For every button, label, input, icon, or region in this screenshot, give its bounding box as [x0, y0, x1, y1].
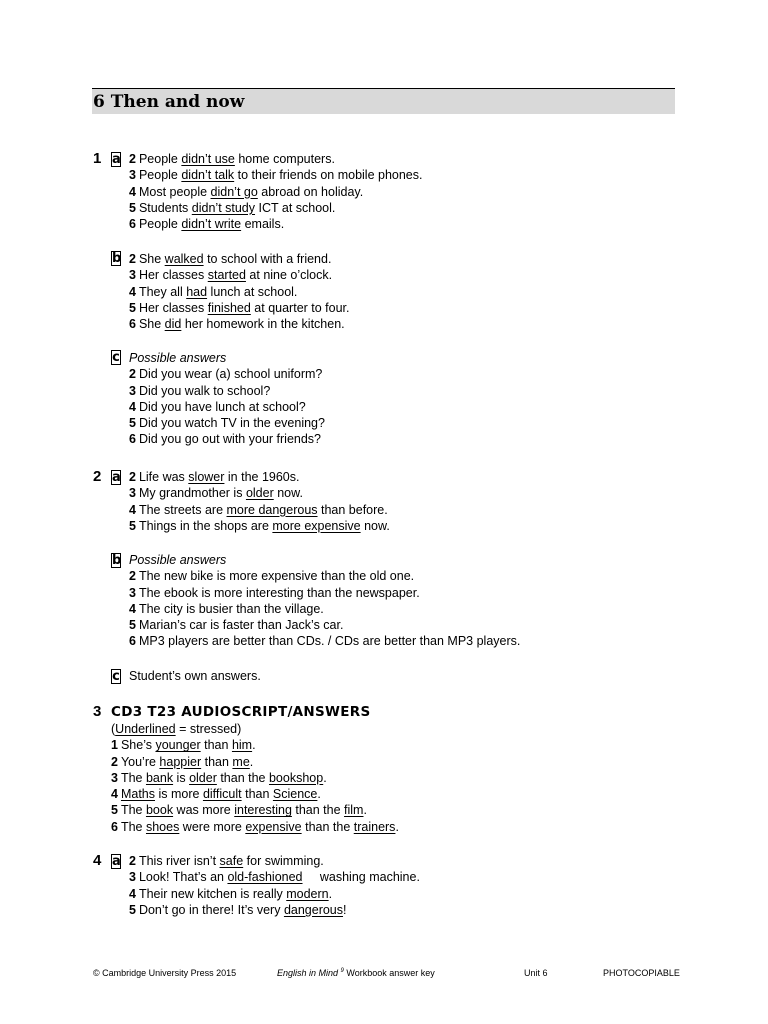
item-number: 5: [111, 803, 118, 818]
item-number: 4: [129, 502, 136, 517]
answer-line: [129, 633, 520, 649]
answer-text: MP3 players are better than CDs. / CDs are better than MP3 players.: [138, 634, 521, 649]
answer-line: [129, 216, 422, 232]
script-text: She’s: [120, 738, 156, 753]
answer-text: in the 1960s.: [224, 470, 300, 484]
exercise-3-list: [111, 737, 399, 835]
answer-text: The streets are: [138, 502, 227, 517]
exercise-1b-label: b: [112, 251, 122, 266]
stressed-word: trainers: [353, 819, 396, 834]
item-number: 6: [129, 217, 136, 232]
underlined-answer: didn’t study: [191, 200, 256, 215]
item-number: 3: [129, 585, 136, 600]
answer-line: [129, 518, 390, 534]
script-text: .: [249, 754, 254, 769]
answer-line: [129, 485, 390, 501]
possible-answers-heading: Possible answers: [129, 553, 227, 567]
answer-line: [129, 316, 350, 332]
exercise-2a-label: a: [112, 470, 121, 485]
answer-text: The city is busier than the village.: [138, 601, 324, 616]
item-number: 4: [129, 886, 136, 901]
stressed-word: book: [145, 803, 174, 818]
answer-line: [129, 267, 350, 283]
answer-text: emails.: [241, 217, 285, 232]
answer-line: [129, 853, 420, 869]
answer-line: [129, 151, 422, 167]
exercise-2-number: 2: [93, 468, 102, 485]
stressed-word: difficult: [202, 787, 242, 802]
answer-text: Her classes: [138, 268, 208, 283]
answer-text: My grandmother is: [138, 486, 246, 501]
exercise-1b-answers: [129, 251, 350, 332]
stressed-word: bookshop: [268, 770, 324, 785]
answer-text: !: [343, 902, 347, 917]
underlined-answer: didn’t talk: [181, 168, 235, 183]
stressed-word: happier: [159, 754, 202, 769]
item-number: 6: [129, 317, 136, 332]
answer-text: at nine o’clock.: [245, 268, 333, 283]
answer-line: [129, 431, 325, 447]
answer-text: Don’t go in there! It’s very: [138, 902, 284, 917]
answer-text: Look! That’s an: [138, 870, 228, 885]
answer-text: to their friends on mobile phones.: [234, 168, 423, 183]
underlined-answer: slower: [188, 470, 225, 484]
exercise-4-number: 4: [93, 852, 102, 869]
answer-text: Students: [138, 200, 192, 215]
answer-text: Life was: [138, 470, 189, 484]
script-text: The: [120, 770, 146, 785]
underlined-answer: safe: [219, 854, 244, 868]
stressed-word: him: [231, 738, 253, 753]
unit-title-bar: [92, 88, 675, 114]
answer-text: She: [138, 317, 165, 332]
script-text: was more: [173, 803, 235, 818]
script-text: The: [120, 819, 146, 834]
answer-line: [129, 366, 325, 382]
answer-text: People: [138, 217, 182, 232]
script-text: than the: [291, 803, 345, 818]
exercise-2c-text: Student’s own answers.: [129, 669, 261, 683]
underlined-answer: older: [245, 486, 274, 501]
answer-line: [129, 568, 520, 584]
answer-text: now.: [273, 486, 303, 501]
exercise-2a-answers: [129, 469, 390, 534]
item-number: 6: [111, 819, 118, 834]
answer-line: [129, 399, 325, 415]
underlined-answer: had: [186, 284, 208, 299]
underlined-answer: walked: [164, 252, 204, 266]
item-number: 6: [129, 432, 136, 447]
answer-text: home computers.: [234, 152, 335, 166]
stressed-word: Science: [272, 787, 318, 802]
item-number: 1: [111, 738, 118, 753]
exercise-3-answers: [111, 721, 399, 835]
item-number: 5: [129, 518, 136, 533]
script-text: than the: [216, 770, 269, 785]
answer-text: Most people: [138, 184, 211, 199]
underlined-answer: old-fashioned: [227, 870, 303, 885]
item-number: 6: [129, 634, 136, 649]
footer-book-title: English in Mind $^9$ Workbook answer key: [277, 968, 435, 978]
item-number: 3: [129, 870, 136, 885]
answer-text: People: [138, 152, 182, 166]
footer-unit: Unit 6: [524, 968, 548, 978]
underlined-answer: more dangerous: [226, 502, 318, 517]
audioscript-line: [111, 802, 399, 818]
item-number: 2: [129, 470, 136, 484]
item-number: 5: [129, 300, 136, 315]
item-number: 4: [129, 399, 136, 414]
item-number: 4: [129, 184, 136, 199]
answer-line: [129, 869, 420, 885]
item-number: 4: [129, 601, 136, 616]
answer-text: People: [138, 168, 182, 183]
answer-line: [129, 383, 325, 399]
answer-text: This river isn’t: [138, 854, 220, 868]
stressed-word: me: [232, 754, 250, 769]
stressed-word: younger: [155, 738, 201, 753]
exercise-4a-answers: [129, 853, 420, 918]
exercise-3-number: 3: [93, 703, 102, 720]
answer-line: [129, 886, 420, 902]
item-number: 5: [129, 618, 136, 633]
script-text: than: [241, 787, 273, 802]
exercise-2b-label: b: [112, 553, 122, 568]
item-number: 4: [129, 284, 136, 299]
stressed-word: expensive: [245, 819, 302, 834]
item-number: 2: [129, 569, 136, 584]
exercise-2b-list: [129, 568, 520, 649]
underlined-answer: dangerous: [283, 902, 344, 917]
answer-line: [129, 415, 325, 431]
answer-line: [129, 469, 390, 485]
audioscript-heading: CD3 T23 AUDIOSCRIPT/ANSWERS: [111, 704, 371, 720]
answer-text: The new bike is more expensive than the old one.: [138, 569, 415, 584]
script-text: .: [252, 738, 256, 753]
footer-copyright: © Cambridge University Press 2015: [93, 968, 237, 978]
item-number: 5: [129, 200, 136, 215]
underlined-answer: finished: [207, 300, 251, 315]
stressed-word: shoes: [145, 819, 180, 834]
stressed-word: interesting: [234, 803, 292, 818]
unit-title: 6 Then and now: [93, 92, 245, 112]
underlined-answer: more expensive: [272, 518, 361, 533]
exercise-1c-label: c: [112, 350, 120, 365]
script-text: than: [200, 738, 232, 753]
answer-line: [129, 502, 390, 518]
answer-text: ICT at school.: [255, 200, 336, 215]
answer-text: than before.: [317, 502, 388, 517]
audioscript-line: [111, 770, 399, 786]
answer-text: Did you watch TV in the evening?: [138, 416, 325, 431]
answer-text: Things in the shops are: [138, 518, 273, 533]
answer-text: Her classes: [138, 300, 208, 315]
exercise-2c-answer: [129, 668, 261, 684]
audioscript-line: [111, 819, 399, 835]
stressed-word: older: [189, 770, 217, 785]
exercise-1c-list: [129, 366, 325, 447]
underlined-answer: modern: [286, 886, 329, 901]
answer-text: She: [138, 252, 165, 266]
underlined-answer: didn’t use: [181, 152, 235, 166]
exercise-4a-label: a: [112, 854, 121, 869]
answer-text: for swimming.: [243, 854, 324, 868]
answer-line: [129, 902, 420, 918]
underlined-answer: didn’t go: [210, 184, 258, 199]
exercise-1a-label: a: [112, 152, 121, 167]
script-text: .: [395, 819, 399, 834]
answer-text: Did you have lunch at school?: [138, 399, 306, 414]
stressed-word: bank: [145, 770, 174, 785]
answer-text: The ebook is more interesting than the newspaper.: [138, 585, 420, 600]
exercise-2c-label: c: [112, 669, 120, 684]
item-number: 2: [129, 854, 136, 868]
script-text: .: [317, 787, 321, 802]
answer-text: Did you wear (a) school uniform?: [138, 367, 323, 382]
item-number: 3: [111, 770, 118, 785]
answer-text: abroad on holiday.: [257, 184, 364, 199]
possible-answers-heading: Possible answers: [129, 351, 227, 365]
answer-line: [129, 251, 350, 267]
script-text: The: [120, 803, 146, 818]
answer-text: Did you walk to school?: [138, 383, 271, 398]
answer-text: at quarter to four.: [250, 300, 350, 315]
answer-line: [129, 200, 422, 216]
answer-text: her homework in the kitchen.: [181, 317, 345, 332]
answer-text: now.: [360, 518, 390, 533]
answer-text: Their new kitchen is really: [138, 886, 287, 901]
answer-text: to school with a friend.: [203, 252, 332, 266]
script-text: You’re: [120, 754, 160, 769]
script-text: than the: [301, 819, 354, 834]
underlined-answer: didn’t write: [181, 217, 242, 232]
answer-line: [129, 284, 350, 300]
item-number: 5: [129, 902, 136, 917]
item-number: 2: [111, 754, 118, 769]
audioscript-line: [111, 754, 399, 770]
item-number: 3: [129, 268, 136, 283]
stress-note: (Underlined = stressed): [111, 722, 242, 736]
exercise-1a-answers: [129, 151, 422, 232]
script-text: were more: [179, 819, 246, 834]
answer-line: [129, 300, 350, 316]
stressed-word: Maths: [120, 787, 155, 802]
item-number: 3: [129, 168, 136, 183]
audioscript-line: [111, 786, 399, 802]
item-number: 3: [129, 486, 136, 501]
item-number: 2: [129, 152, 136, 166]
answer-line: [129, 601, 520, 617]
answer-line: [129, 617, 520, 633]
answer-text: They all: [138, 284, 187, 299]
item-number: 4: [111, 787, 118, 802]
item-number: 5: [129, 416, 136, 431]
answer-text: washing machine.: [302, 870, 420, 885]
answer-text: .: [328, 886, 333, 901]
exercise-2b-answers: [129, 552, 520, 650]
answer-text: Did you go out with your friends?: [138, 432, 321, 447]
stressed-word: film: [344, 803, 364, 818]
footer-photocopiable: PHOTOCOPIABLE: [603, 968, 680, 978]
exercise-1-number: 1: [93, 150, 102, 167]
script-text: .: [363, 803, 367, 818]
answer-line: [129, 184, 422, 200]
exercise-1c-answers: [129, 350, 325, 448]
audioscript-line: [111, 737, 399, 753]
answer-text: lunch at school.: [207, 284, 298, 299]
item-number: 3: [129, 383, 136, 398]
underlined-answer: started: [207, 268, 246, 283]
item-number: 2: [129, 367, 136, 382]
script-text: is more: [155, 787, 203, 802]
answer-line: [129, 585, 520, 601]
answer-text: Marian’s car is faster than Jack’s car.: [138, 618, 344, 633]
answer-line: [129, 167, 422, 183]
item-number: 2: [129, 252, 136, 266]
script-text: .: [323, 770, 327, 785]
script-text: than: [201, 754, 233, 769]
script-text: is: [173, 770, 190, 785]
underlined-answer: did: [164, 317, 182, 332]
